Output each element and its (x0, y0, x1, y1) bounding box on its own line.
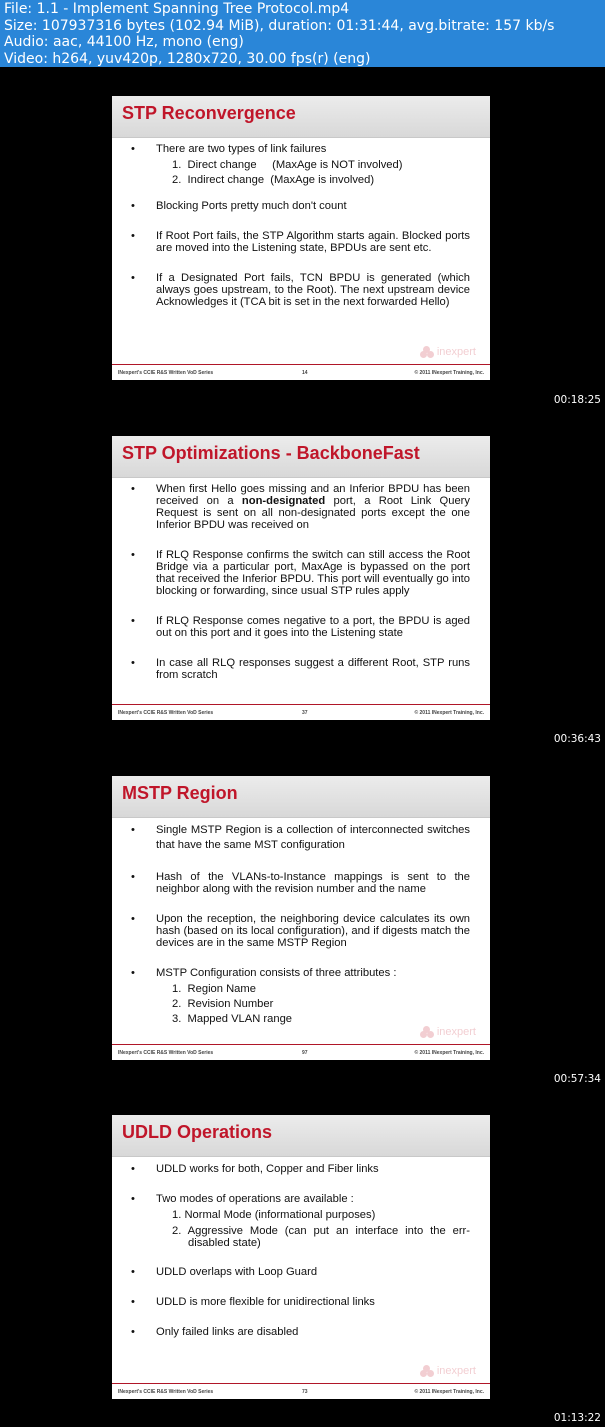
bullet-item (112, 1193, 490, 1249)
logo-text: inexpert (436, 1364, 476, 1377)
slide-title-bar (112, 96, 490, 138)
bullet-item (112, 483, 490, 531)
slide-title: STP Reconvergence (122, 103, 296, 123)
logo-text: inexpert (436, 1025, 476, 1038)
bullet-text: MSTP Configuration consists of three attributes : (156, 967, 397, 979)
bullet-text: If a Designated Port fails, TCN BPDU is generated (which always goes upstream, to the Root). The next upstream device Acknowledges it (TCA bit is set in the next forwarded Hello) (156, 272, 470, 308)
bullet-text: Single MSTP Region is a collection of interconnected switches that have the same MST configuration (156, 824, 470, 851)
sub-item: 1. Region Name (172, 983, 256, 995)
slide-content (112, 483, 490, 699)
bullet-text: When first Hello goes missing and an Inferior BPDU has been received on a (156, 483, 470, 507)
slide-title-bar (112, 776, 490, 818)
bullet-item (112, 1266, 490, 1278)
footer-copyright: © 2011 INexpert Training, Inc. (414, 1389, 484, 1395)
slide-title-bar (112, 1115, 490, 1157)
bullet-item (112, 615, 490, 639)
sub-item: 2. Indirect change (MaxAge is involved) (172, 174, 375, 186)
bullet-text: Only failed links are disabled (156, 1326, 299, 1338)
slide-content (112, 823, 490, 1045)
bullet-text: Two modes of operations are available : (156, 1193, 354, 1205)
bullet-text: If Root Port fails, the STP Algorithm starts again. Blocked ports are moved into the Listening state, BPDUs are sent etc. (156, 230, 470, 254)
bullet-item (112, 1163, 490, 1175)
bullet-item (112, 272, 490, 308)
slide-content (112, 143, 490, 326)
page-number: 73 (302, 1389, 308, 1395)
footer-series: INexpert's CCIE R&S Written VoD Series (118, 710, 214, 716)
bullet-item (112, 967, 490, 1027)
footer-copyright: © 2011 INexpert Training, Inc. (414, 1050, 484, 1056)
slide-thumbnail-2[interactable] (112, 436, 490, 720)
slide-footer (112, 1383, 490, 1399)
audio-info: Audio: aac, 44100 Hz, mono (eng) (4, 34, 244, 50)
video-info: Video: h264, yuv420p, 1280x720, 30.00 fps(r) (eng) (4, 50, 371, 67)
bullet-text: Hash of the VLANs-to-Instance mappings is sent to the neighbor along with the revision number and the name (156, 871, 470, 895)
sub-item: 3. Mapped VLAN range (172, 1013, 293, 1025)
bullet-text: In case all RLQ responses suggest a different Root, STP runs from scratch (156, 657, 470, 681)
logo-icon (420, 1365, 434, 1377)
footer-copyright: © 2011 INexpert Training, Inc. (414, 370, 484, 376)
bullet-item (112, 1296, 490, 1308)
page-number: 14 (302, 370, 308, 376)
watermark-logo (420, 346, 476, 358)
video-info-header (0, 0, 605, 67)
logo-icon (420, 1026, 434, 1038)
footer-series: INexpert's CCIE R&S Written VoD Series (118, 1050, 214, 1056)
sub-list (156, 158, 470, 188)
bullet-item (112, 657, 490, 681)
page-number: 97 (302, 1050, 308, 1056)
timestamp: 01:13:22 (553, 1412, 601, 1424)
slide-title: MSTP Region (122, 783, 238, 803)
slide-footer (112, 364, 490, 380)
sub-item: 2. Revision Number (172, 998, 274, 1010)
footer-copyright: © 2011 INexpert Training, Inc. (414, 710, 484, 716)
bullet-text: Upon the reception, the neighboring device calculates its own hash (based on its local configuration), and if digests match the devices are in the same MSTP Region (156, 913, 470, 949)
footer-series: INexpert's CCIE R&S Written VoD Series (118, 1389, 214, 1395)
logo-text: inexpert (436, 345, 476, 358)
slide-thumbnail-4[interactable] (112, 1115, 490, 1399)
watermark-logo (420, 1026, 476, 1038)
bullet-item (112, 143, 490, 188)
timestamp: 00:36:43 (553, 733, 601, 745)
slide-footer (112, 1044, 490, 1060)
bullet-text: UDLD works for both, Copper and Fiber links (156, 1163, 379, 1175)
slide-title: UDLD Operations (122, 1122, 273, 1142)
logo-icon (420, 346, 434, 358)
slide-title-bar (112, 436, 490, 478)
slide-thumbnail-1[interactable] (112, 96, 490, 380)
bullet-item (112, 549, 490, 597)
sub-item: 1. Direct change (MaxAge is NOT involved) (172, 159, 403, 171)
page-number: 37 (302, 710, 308, 716)
file-name: File: 1.1 - Implement Spanning Tree Protocol.mp4 (4, 1, 350, 17)
slide-footer (112, 704, 490, 720)
bullet-item (112, 230, 490, 254)
file-size: Size: 107937316 bytes (102.94 MiB), duration: 01:31:44, avg.bitrate: 157 kb/s (4, 17, 555, 34)
bullet-item (112, 871, 490, 895)
slide-content (112, 1163, 490, 1356)
sub-item: 1. Normal Mode (informational purposes) (172, 1209, 376, 1221)
bullet-item (112, 1326, 490, 1338)
sub-item: 2. Aggressive Mode (can put an interface into the err-disabled state) (172, 1225, 470, 1249)
watermark-logo (420, 1365, 476, 1377)
timestamp: 00:57:34 (553, 1073, 601, 1085)
bullet-text: If RLQ Response comes negative to a port, the BPDU is aged out on this port and it goes into the Listening state (156, 615, 470, 639)
sub-list (156, 982, 470, 1027)
bullet-text: If RLQ Response confirms the switch can still access the Root Bridge via a particular port, MaxAge is bypassed on the port that received the Inferior BPDU. This port will eventually go into blocking or forwarding, since usual STP rules apply (156, 549, 470, 597)
sub-list (156, 1208, 470, 1249)
slide-thumbnail-3[interactable] (112, 776, 490, 1060)
bullet-text: UDLD overlaps with Loop Guard (156, 1266, 318, 1278)
bullet-text: Blocking Ports pretty much don't count (156, 200, 347, 212)
bullet-item (112, 823, 490, 853)
bullet-item (112, 200, 490, 212)
bullet-text: UDLD is more flexible for unidirectional links (156, 1296, 375, 1308)
footer-series: INexpert's CCIE R&S Written VoD Series (118, 370, 214, 376)
bullet-bold-text: non-designated (241, 495, 326, 507)
timestamp: 00:18:25 (553, 394, 601, 406)
bullet-text: port, a Root Link Query Request is sent on all non-designated ports except the one Inferior BPDU was received on (156, 495, 470, 531)
bullet-item (112, 913, 490, 949)
bullet-text: There are two types of link failures (156, 143, 327, 155)
slide-title: STP Optimizations - BackboneFast (122, 443, 420, 463)
